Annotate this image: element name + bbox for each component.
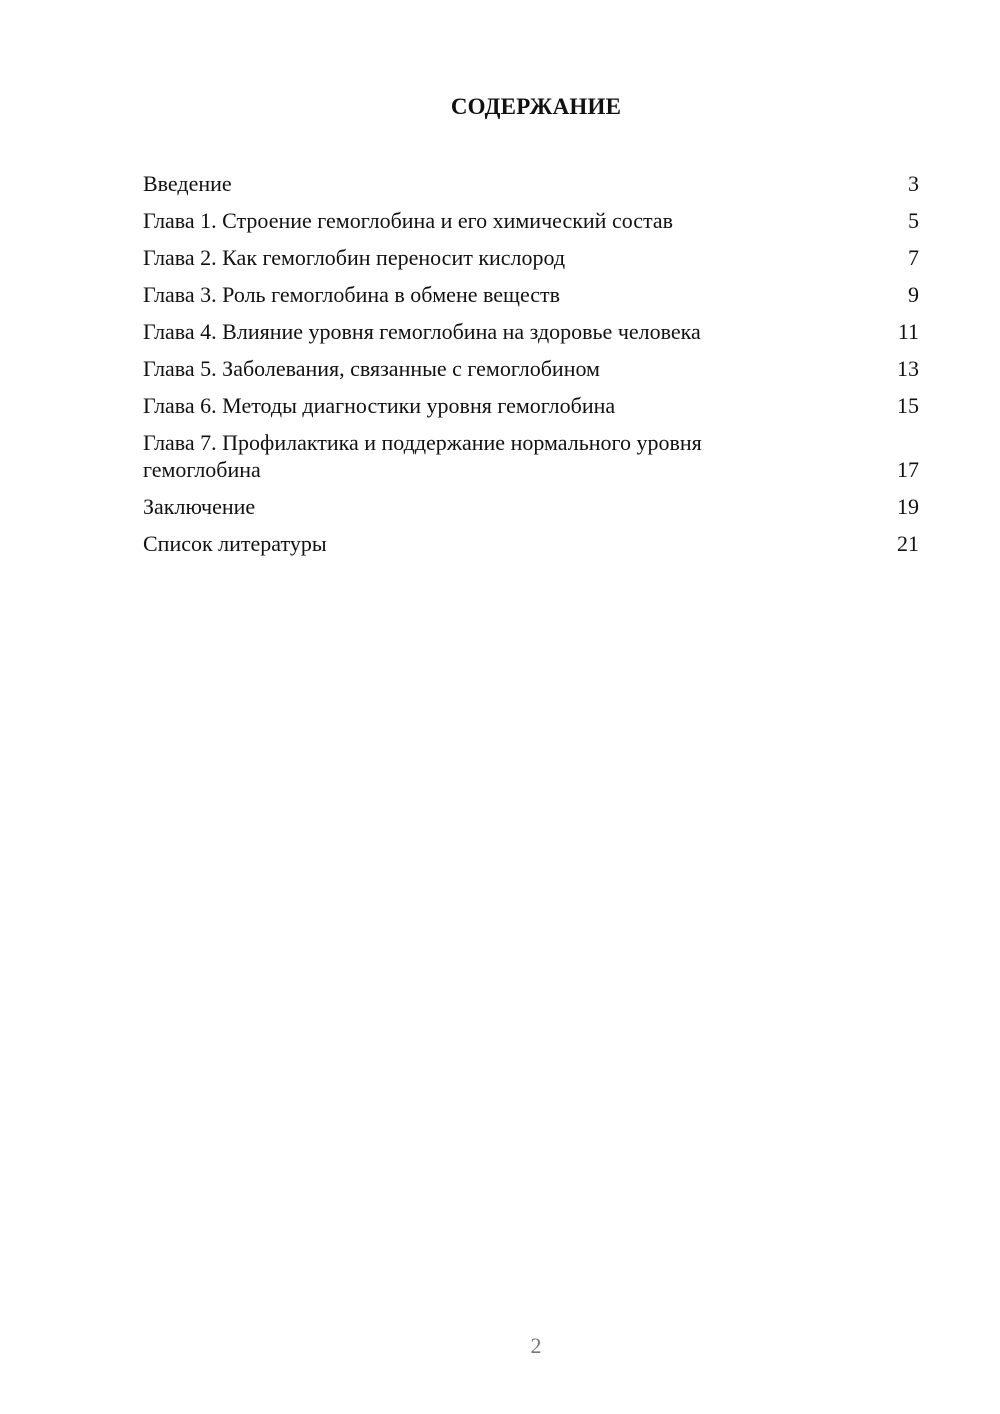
toc-item-label: Глава 3. Роль гемоглобина в обмене веществ [143, 282, 561, 307]
toc-item-chapter-4[interactable] [143, 318, 919, 345]
toc-item-chapter-1[interactable] [143, 207, 919, 234]
toc-item-page: 13 [897, 356, 919, 381]
toc-item-chapter-3[interactable] [143, 281, 919, 308]
toc-item-page: 21 [897, 531, 919, 556]
page-number: 2 [530, 1333, 542, 1358]
toc-item-chapter-2[interactable] [143, 244, 919, 271]
toc-item-label: Глава 2. Как гемоглобин переносит кислород [143, 245, 566, 270]
toc-item-label: Глава 6. Методы диагностики уровня гемоглобина [143, 393, 616, 418]
page-title: СОДЕРЖАНИЕ [450, 94, 622, 119]
toc-item-page: 5 [908, 208, 919, 233]
toc-item-chapter-7[interactable] [143, 429, 919, 483]
toc-item-conclusion[interactable] [143, 493, 919, 520]
toc-item-label: Глава 1. Строение гемоглобина и его химический состав [143, 208, 674, 233]
toc-item-label: Глава 4. Влияние уровня гемоглобина на здоровье человека [143, 319, 701, 344]
toc-item-label: Список литературы [143, 531, 327, 556]
toc-item-label: Глава 5. Заболевания, связанные с гемоглобином [143, 356, 600, 381]
toc-item-page: 7 [908, 245, 919, 270]
toc-item-label: Введение [143, 171, 232, 196]
toc-item-page: 19 [897, 494, 919, 519]
table-of-contents [143, 170, 919, 567]
toc-item-label: Глава 7. Профилактика и поддержание нормального уровня гемоглобина [143, 430, 702, 482]
toc-item-label: Заключение [143, 494, 256, 519]
toc-item-page: 15 [897, 393, 919, 418]
toc-item-page: 11 [897, 319, 919, 344]
toc-item-introduction[interactable] [143, 170, 919, 197]
toc-item-chapter-5[interactable] [143, 355, 919, 382]
toc-item-page: 17 [897, 457, 919, 482]
toc-item-page: 3 [908, 171, 919, 196]
toc-item-page: 9 [908, 282, 919, 307]
toc-item-chapter-6[interactable] [143, 392, 919, 419]
toc-item-references[interactable] [143, 530, 919, 557]
